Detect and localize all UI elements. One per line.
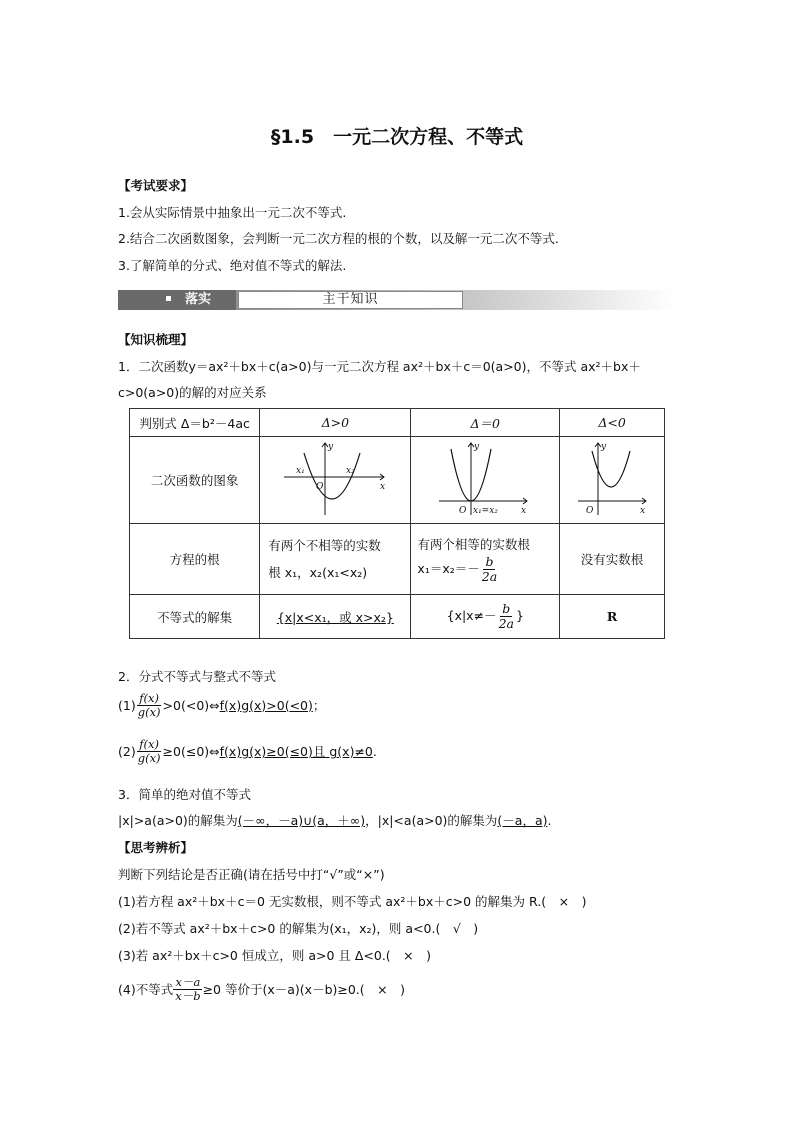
solution-two-roots-cell: {x|x<x₁，或 x>x₂} — [260, 595, 411, 639]
fraction-f-over-g: $\frac{f(x)}{g(x)}$ — [137, 737, 161, 765]
parabola-no-root-graph — [574, 439, 650, 519]
thinking-item: (2)若不等式 ax²＋bx＋c>0 的解集为(x₁，x₂)，则 a<0.( √ ) — [118, 921, 479, 936]
roots-two-cell — [260, 524, 411, 595]
table-header-discriminant: 判别式 Δ＝b²－4ac — [130, 409, 260, 437]
roots-double-cell — [411, 524, 560, 595]
knowledge-p1-line2: c>0(a>0)的解的对应关系 — [118, 385, 267, 400]
axis-label-y: y — [328, 441, 334, 452]
table-label-graph: 二次函数的图象 — [130, 437, 260, 524]
solution-double-root-cell: {x|x≠－ $\frac{b}{2a}$ } — [411, 595, 560, 639]
thinking-label: 【思考辨析】 — [118, 840, 194, 855]
fraction-b-over-2a: $\frac{b}{2a}$ — [481, 553, 498, 584]
root-label-x2: x₂ — [346, 465, 356, 476]
requirement-item: 1.会从实际情景中抽象出一元二次不等式. — [118, 205, 347, 220]
knowledge-label: 【知识梳理】 — [118, 332, 194, 347]
axis-label-y: y — [601, 441, 607, 452]
graph-double-root-cell — [411, 437, 560, 524]
axis-label-x: x — [521, 505, 527, 516]
origin-label: O — [316, 481, 324, 492]
graph-two-roots-cell — [260, 437, 411, 524]
table-row — [130, 437, 665, 524]
band-left: 落实 — [118, 290, 236, 310]
table-row — [130, 409, 665, 437]
requirement-item: 2.结合二次函数图象，会判断一元二次方程的根的个数，以及解一元二次不等式. — [118, 231, 559, 246]
axis-label-y: y — [474, 441, 480, 452]
exam-requirements-label: 【考试要求】 — [118, 178, 194, 193]
absolute-heading: 3．简单的绝对值不等式 — [118, 787, 251, 802]
thinking-intro: 判断下列结论是否正确(请在括号中打“√”或“×”) — [118, 867, 385, 882]
fractional-heading: 2．分式不等式与整式不等式 — [118, 669, 276, 684]
band-right: 主干知识 — [238, 291, 463, 309]
table-header-delta-negative: Δ<0 — [560, 409, 665, 437]
origin-label: O — [459, 505, 467, 516]
thinking-item: (3)若 ax²＋bx＋c>0 恒成立，则 a>0 且 Δ<0.( × ) — [118, 948, 432, 963]
roots-none-cell: 没有实数根 — [560, 524, 665, 595]
table-label-roots: 方程的根 — [130, 524, 260, 595]
thinking-item-4: (4)不等式 $\frac{x-a}{x-b}$ ≥0 等价于(x－a)(x－b)≥0.( × ) — [118, 975, 406, 1003]
axis-label-x: x — [380, 481, 386, 492]
table-row — [130, 595, 665, 639]
absolute-line: |x|>a(a>0)的解集为(－∞，－a)∪(a，＋∞)，|x|<a(a>0)的解集为(－a，a). — [118, 813, 552, 828]
page-title: §1.5 一元二次方程、不等式 — [270, 126, 524, 148]
table-header-delta-zero: Δ＝0 — [411, 409, 560, 437]
parabola-double-root-graph — [435, 439, 535, 519]
axis-label-x: x — [640, 505, 646, 516]
double-root-label: x₁=x₂ — [473, 505, 499, 516]
roots-double-line1: 有两个相等的实数根 — [417, 536, 530, 552]
parabola-two-roots-graph — [280, 439, 390, 519]
root-label-x1: x₁ — [296, 465, 306, 476]
fractional-item-1: (1) $\frac{f(x)}{g(x)}$ >0(<0)⇔ f(x)g(x)>0(<0) ； — [118, 691, 326, 719]
fractional-item-2: (2) $\frac{f(x)}{g(x)}$ ≥0(≤0)⇔ f(x)g(x)≥0(≤0)且 g(x)≠0 . — [118, 737, 377, 765]
roots-double-line2: x₁＝x₂＝－ $\frac{b}{2a}$ — [417, 553, 498, 584]
solution-no-root-cell: R — [560, 595, 665, 639]
origin-label: O — [586, 505, 594, 516]
thinking-item: (1)若方程 ax²＋bx＋c＝0 无实数根，则不等式 ax²＋bx＋c>0 的解集为 R.( × ) — [118, 894, 587, 909]
table-row — [130, 524, 665, 595]
roots-two-line1: 有两个不相等的实数 — [268, 538, 381, 553]
relation-table — [129, 408, 665, 639]
fraction-xa-over-xb: $\frac{x-a}{x-b}$ — [175, 975, 201, 1003]
fraction-b-over-2a: $\frac{b}{2a}$ — [498, 601, 514, 631]
table-header-delta-positive: Δ>0 — [260, 409, 411, 437]
section-band — [118, 290, 675, 310]
knowledge-p1-line1: 1．二次函数y＝ax²＋bx＋c(a>0)与一元二次方程 ax²＋bx＋c＝0(a>0)，不等式 ax²＋bx＋ — [118, 359, 641, 374]
roots-two-line2: 根 x₁，x₂(x₁<x₂) — [268, 565, 368, 580]
fraction-f-over-g: $\frac{f(x)}{g(x)}$ — [137, 691, 161, 719]
table-label-solution-set: 不等式的解集 — [130, 595, 260, 639]
graph-no-root-cell — [560, 437, 665, 524]
requirement-item: 3.了解简单的分式、绝对值不等式的解法. — [118, 258, 347, 273]
